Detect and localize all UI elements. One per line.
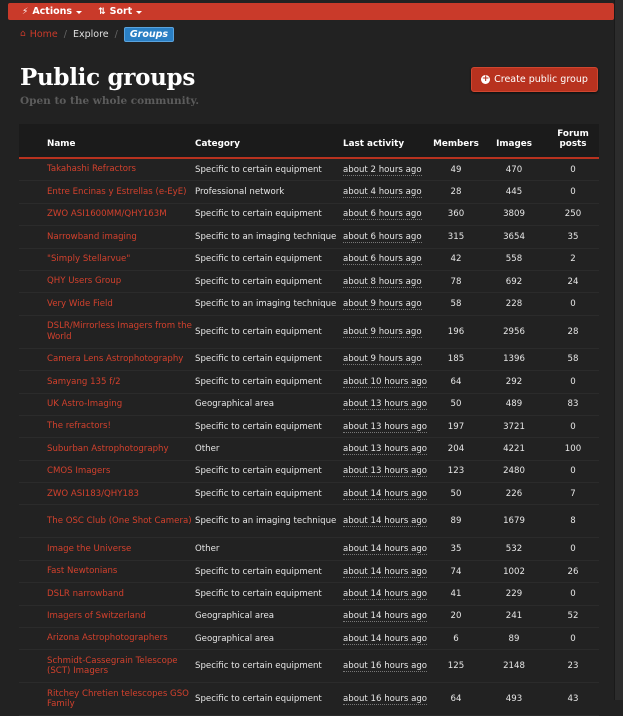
members-count: 58 [431,293,481,315]
images-count: 2480 [481,460,547,482]
members-count: 49 [431,158,481,181]
group-category: Specific to certain equipment [195,203,343,225]
forum-posts-count: 35 [547,226,599,248]
groups-table [19,124,599,716]
members-count: 20 [431,605,481,627]
page-title: Public groups [20,64,195,91]
images-count: 558 [481,248,547,270]
table-row [19,393,599,415]
members-count: 78 [431,270,481,292]
group-name-link[interactable]: ZWO ASI1600MM/QHY163M [19,203,195,225]
members-count: 185 [431,348,481,370]
last-activity-time: about 9 hours ago [343,299,422,310]
last-activity [343,181,431,203]
group-category: Geographical area [195,628,343,650]
group-name-link[interactable]: Ritchey Chretien telescopes GSO Family [19,683,195,716]
group-category: Specific to certain equipment [195,460,343,482]
sort-icon: ⇅ [98,6,106,17]
table-row [19,505,599,538]
table-row [19,583,599,605]
table-row [19,158,599,181]
group-name-link[interactable]: Takahashi Refractors [19,158,195,181]
table-row [19,460,599,482]
members-count: 204 [431,438,481,460]
members-count: 74 [431,560,481,582]
last-activity-time: about 6 hours ago [343,254,422,265]
group-category: Specific to an imaging technique [195,226,343,248]
images-count: 1679 [481,505,547,538]
plus-circle-icon: + [481,74,490,84]
table-row [19,438,599,460]
forum-posts-count: 2 [547,248,599,270]
images-count: 493 [481,683,547,716]
last-activity [343,203,431,225]
images-count: 292 [481,371,547,393]
group-category: Specific to an imaging technique [195,293,343,315]
group-category: Specific to certain equipment [195,315,343,348]
last-activity-time: about 14 hours ago [343,544,428,555]
table-row [19,650,599,683]
members-count: 28 [431,181,481,203]
group-name-link[interactable]: Suburban Astrophotography [19,438,195,460]
table-row [19,683,599,716]
group-name-link[interactable]: Entre Encinas y Estrellas (e-EyE) [19,181,195,203]
home-icon: ⌂ [20,29,26,39]
images-count: 3654 [481,226,547,248]
group-name-link[interactable]: Samyang 135 f/2 [19,371,195,393]
group-category: Geographical area [195,393,343,415]
chevron-down-icon [136,11,142,14]
breadcrumb [20,26,174,42]
table-row [19,181,599,203]
forum-posts-count: 24 [547,270,599,292]
group-category: Professional network [195,181,343,203]
last-activity-time: about 2 hours ago [343,164,422,175]
group-name-link[interactable]: Camera Lens Astrophotography [19,348,195,370]
last-activity-time: about 13 hours ago [343,399,428,410]
last-activity [343,605,431,627]
last-activity [343,650,431,683]
last-activity [343,293,431,315]
chevron-down-icon [76,11,82,14]
forum-posts-count: 0 [547,628,599,650]
group-name-link[interactable]: Narrowband imaging [19,226,195,248]
create-public-group-label: Create public group [494,74,588,85]
group-category: Geographical area [195,605,343,627]
group-category: Specific to certain equipment [195,560,343,582]
action-toolbar [8,3,614,20]
members-count: 50 [431,393,481,415]
bolt-icon: ⚡︎ [22,6,29,17]
group-name-link[interactable]: DSLR/Mirrorless Imagers from the World [19,315,195,348]
last-activity-time: about 10 hours ago [343,376,428,387]
last-activity [343,248,431,270]
breadcrumb-home[interactable] [20,29,58,40]
forum-posts-count: 0 [547,460,599,482]
table-row [19,293,599,315]
table-row [19,538,599,560]
last-activity-time: about 6 hours ago [343,209,422,220]
members-count: 6 [431,628,481,650]
last-activity-time: about 6 hours ago [343,231,422,242]
group-name-link[interactable]: QHY Users Group [19,270,195,292]
images-count: 228 [481,293,547,315]
members-count: 197 [431,415,481,437]
images-count: 3809 [481,203,547,225]
forum-posts-count: 0 [547,538,599,560]
table-row [19,270,599,292]
last-activity [343,538,431,560]
last-activity [343,270,431,292]
group-name-link[interactable]: The OSC Club (One Shot Camera) [19,505,195,538]
group-category: Specific to certain equipment [195,683,343,716]
column-header-name[interactable]: Name [19,124,195,158]
table-row [19,605,599,627]
last-activity [343,583,431,605]
members-count: 41 [431,583,481,605]
forum-posts-count: 0 [547,415,599,437]
last-activity-time: about 13 hours ago [343,443,428,454]
group-category: Other [195,438,343,460]
actions-dropdown-button[interactable] [22,6,82,17]
group-category: Specific to certain equipment [195,270,343,292]
group-category: Specific to certain equipment [195,158,343,181]
forum-posts-count: 0 [547,371,599,393]
breadcrumb-separator: / [63,28,67,40]
last-activity-time: about 13 hours ago [343,466,428,477]
page-scrollbar[interactable] [614,0,623,700]
images-count: 1002 [481,560,547,582]
last-activity-time: about 9 hours ago [343,326,422,337]
forum-posts-count: 0 [547,158,599,181]
create-public-group-button[interactable] [471,67,598,92]
last-activity-time: about 8 hours ago [343,276,422,287]
last-activity [343,371,431,393]
group-name-link[interactable]: Arizona Astrophotographers [19,628,195,650]
forum-posts-count: 83 [547,393,599,415]
last-activity-time: about 16 hours ago [343,661,428,672]
breadcrumb-home-label: Home [29,28,58,40]
images-count: 532 [481,538,547,560]
last-activity [343,438,431,460]
forum-posts-count: 43 [547,683,599,716]
last-activity [343,628,431,650]
forum-posts-count: 7 [547,483,599,505]
images-count: 692 [481,270,547,292]
images-count: 89 [481,628,547,650]
group-name-link[interactable]: "Simply Stellarvue" [19,248,195,270]
group-category: Specific to certain equipment [195,415,343,437]
images-count: 489 [481,393,547,415]
table-row [19,248,599,270]
last-activity-time: about 14 hours ago [343,566,428,577]
last-activity-time: about 14 hours ago [343,588,428,599]
table-row [19,483,599,505]
group-name-link[interactable]: DSLR narrowband [19,583,195,605]
table-header-row [19,124,599,158]
column-header-last-activity[interactable]: Last activity [343,124,431,158]
group-category: Specific to certain equipment [195,650,343,683]
forum-posts-count: 0 [547,181,599,203]
last-activity [343,560,431,582]
images-count: 2148 [481,650,547,683]
members-count: 64 [431,683,481,716]
forum-posts-count: 28 [547,315,599,348]
group-category: Specific to certain equipment [195,371,343,393]
images-count: 241 [481,605,547,627]
members-count: 50 [431,483,481,505]
last-activity [343,460,431,482]
group-name-link[interactable]: UK Astro-Imaging [19,393,195,415]
last-activity-time: about 14 hours ago [343,611,428,622]
last-activity-time: about 9 hours ago [343,354,422,365]
members-count: 64 [431,371,481,393]
forum-posts-count: 0 [547,293,599,315]
members-count: 315 [431,226,481,248]
images-count: 470 [481,158,547,181]
forum-posts-count: 52 [547,605,599,627]
images-count: 2956 [481,315,547,348]
last-activity [343,158,431,181]
last-activity [343,683,431,716]
images-count: 1396 [481,348,547,370]
forum-posts-count: 0 [547,583,599,605]
last-activity [343,415,431,437]
members-count: 360 [431,203,481,225]
images-count: 445 [481,181,547,203]
last-activity-time: about 14 hours ago [343,488,428,499]
breadcrumb-separator: / [114,28,118,40]
last-activity [343,315,431,348]
sort-label: Sort [109,6,133,17]
forum-posts-count: 250 [547,203,599,225]
table-row [19,348,599,370]
group-name-link[interactable]: Fast Newtonians [19,560,195,582]
actions-label: Actions [32,6,73,17]
forum-posts-count: 100 [547,438,599,460]
last-activity-time: about 14 hours ago [343,516,428,527]
table-row [19,371,599,393]
images-count: 226 [481,483,547,505]
images-count: 3721 [481,415,547,437]
group-name-link[interactable]: Image the Universe [19,538,195,560]
members-count: 35 [431,538,481,560]
group-category: Specific to certain equipment [195,483,343,505]
group-category: Specific to certain equipment [195,583,343,605]
last-activity-time: about 16 hours ago [343,694,428,705]
breadcrumb-explore[interactable]: Explore [72,28,109,40]
forum-posts-count: 26 [547,560,599,582]
last-activity [343,505,431,538]
group-name-link[interactable]: ZWO ASI183/QHY183 [19,483,195,505]
column-header-forum-posts[interactable]: Forum posts [547,124,599,158]
column-header-category[interactable]: Category [195,124,343,158]
breadcrumb-current: Groups [124,27,174,42]
members-count: 42 [431,248,481,270]
group-name-link[interactable]: CMOS Imagers [19,460,195,482]
forum-posts-count: 58 [547,348,599,370]
last-activity [343,226,431,248]
group-name-link[interactable]: Imagers of Switzerland [19,605,195,627]
members-count: 89 [431,505,481,538]
table-row [19,628,599,650]
table-row [19,560,599,582]
table-row [19,315,599,348]
forum-posts-count: 23 [547,650,599,683]
page-subtitle: Open to the whole community. [20,95,200,107]
images-count: 229 [481,583,547,605]
members-count: 196 [431,315,481,348]
last-activity [343,483,431,505]
table-row [19,415,599,437]
last-activity-time: about 13 hours ago [343,421,428,432]
last-activity [343,348,431,370]
group-category: Other [195,538,343,560]
column-header-images[interactable]: Images [481,124,547,158]
members-count: 125 [431,650,481,683]
group-name-link[interactable]: Very Wide Field [19,293,195,315]
last-activity-time: about 14 hours ago [343,633,428,644]
forum-posts-count: 8 [547,505,599,538]
sort-dropdown-button[interactable] [98,6,142,17]
last-activity [343,393,431,415]
column-header-members[interactable]: Members [431,124,481,158]
group-name-link[interactable]: Schmidt-Cassegrain Telescope (SCT) Imagers [19,650,195,683]
group-category: Specific to certain equipment [195,248,343,270]
last-activity-time: about 4 hours ago [343,187,422,198]
table-row [19,203,599,225]
images-count: 4221 [481,438,547,460]
group-name-link[interactable]: The refractors! [19,415,195,437]
table-row [19,226,599,248]
group-category: Specific to certain equipment [195,348,343,370]
group-category: Specific to an imaging technique [195,505,343,538]
members-count: 123 [431,460,481,482]
